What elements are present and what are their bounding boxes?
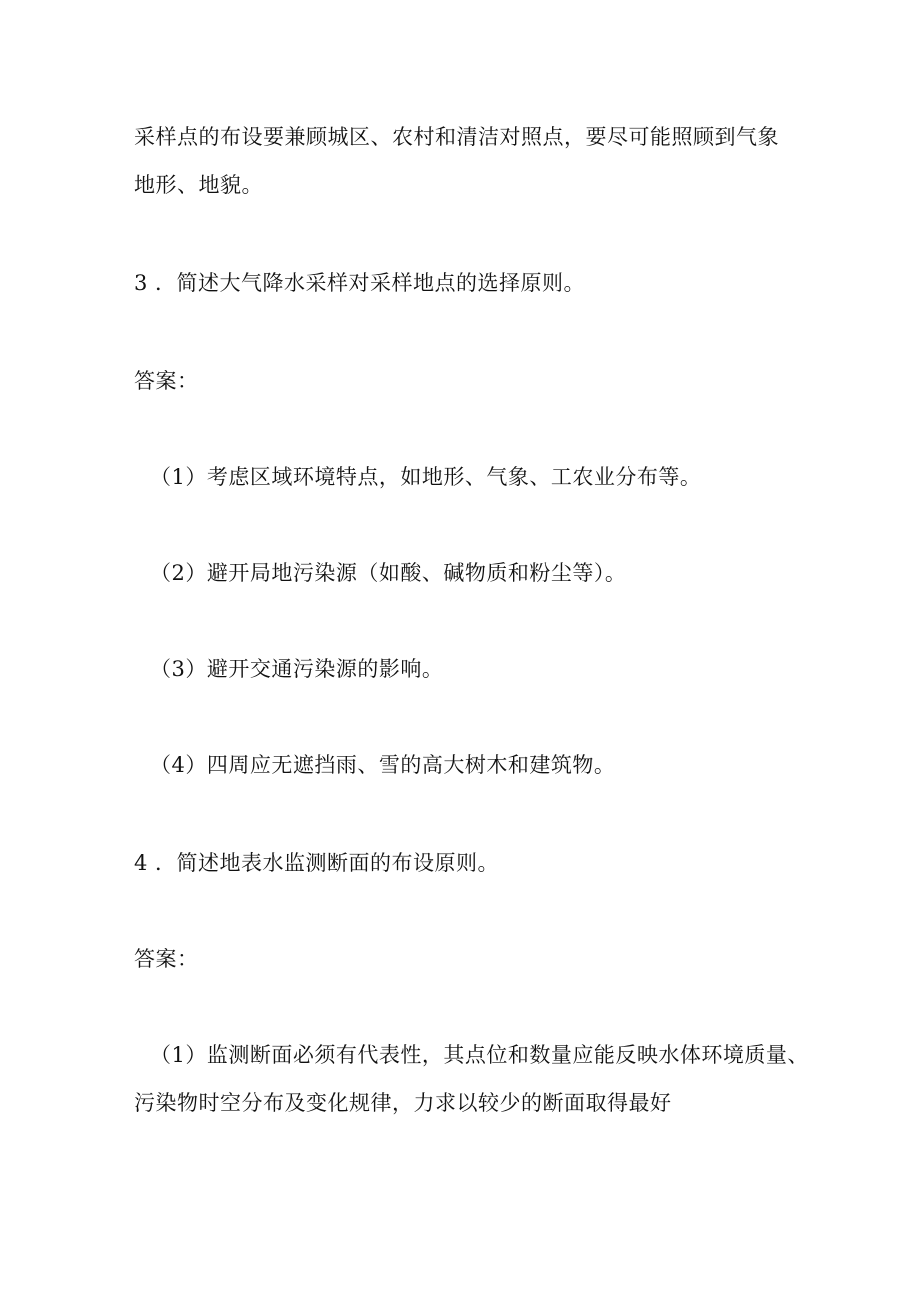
- answer-4-item-1: （1）监测断面必须有代表性，其点位和数量应能反映水体环境质量、: [150, 1043, 809, 1067]
- paragraph-sampling-layout: 采样点的布设要兼顾城区、农村和清洁对照点，要尽可能照顾到气象: [134, 125, 779, 149]
- answer-3-item-1: （1）考虑区域环境特点，如地形、气象、工农业分布等。: [150, 465, 702, 489]
- question-3: 3 ．简述大气降水采样对采样地点的选择原则。: [134, 271, 586, 295]
- answer-3-item-3: （3）避开交通污染源的影响。: [150, 657, 444, 681]
- question-4: 4 ．简述地表水监测断面的布设原则。: [134, 851, 500, 875]
- answer-label-4: 答案：: [134, 947, 199, 971]
- answer-4-item-1-cont: 污染物时空分布及变化规律，力求以较少的断面取得最好: [134, 1091, 672, 1115]
- paragraph-sampling-layout-cont: 地形、地貌。: [134, 173, 263, 197]
- answer-3-item-4: （4）四周应无遮挡雨、雪的高大树木和建筑物。: [150, 753, 616, 777]
- answer-3-item-2: （2）避开局地污染源（如酸、碱物质和粉尘等）。: [150, 561, 627, 585]
- answer-label-3: 答案：: [134, 369, 199, 393]
